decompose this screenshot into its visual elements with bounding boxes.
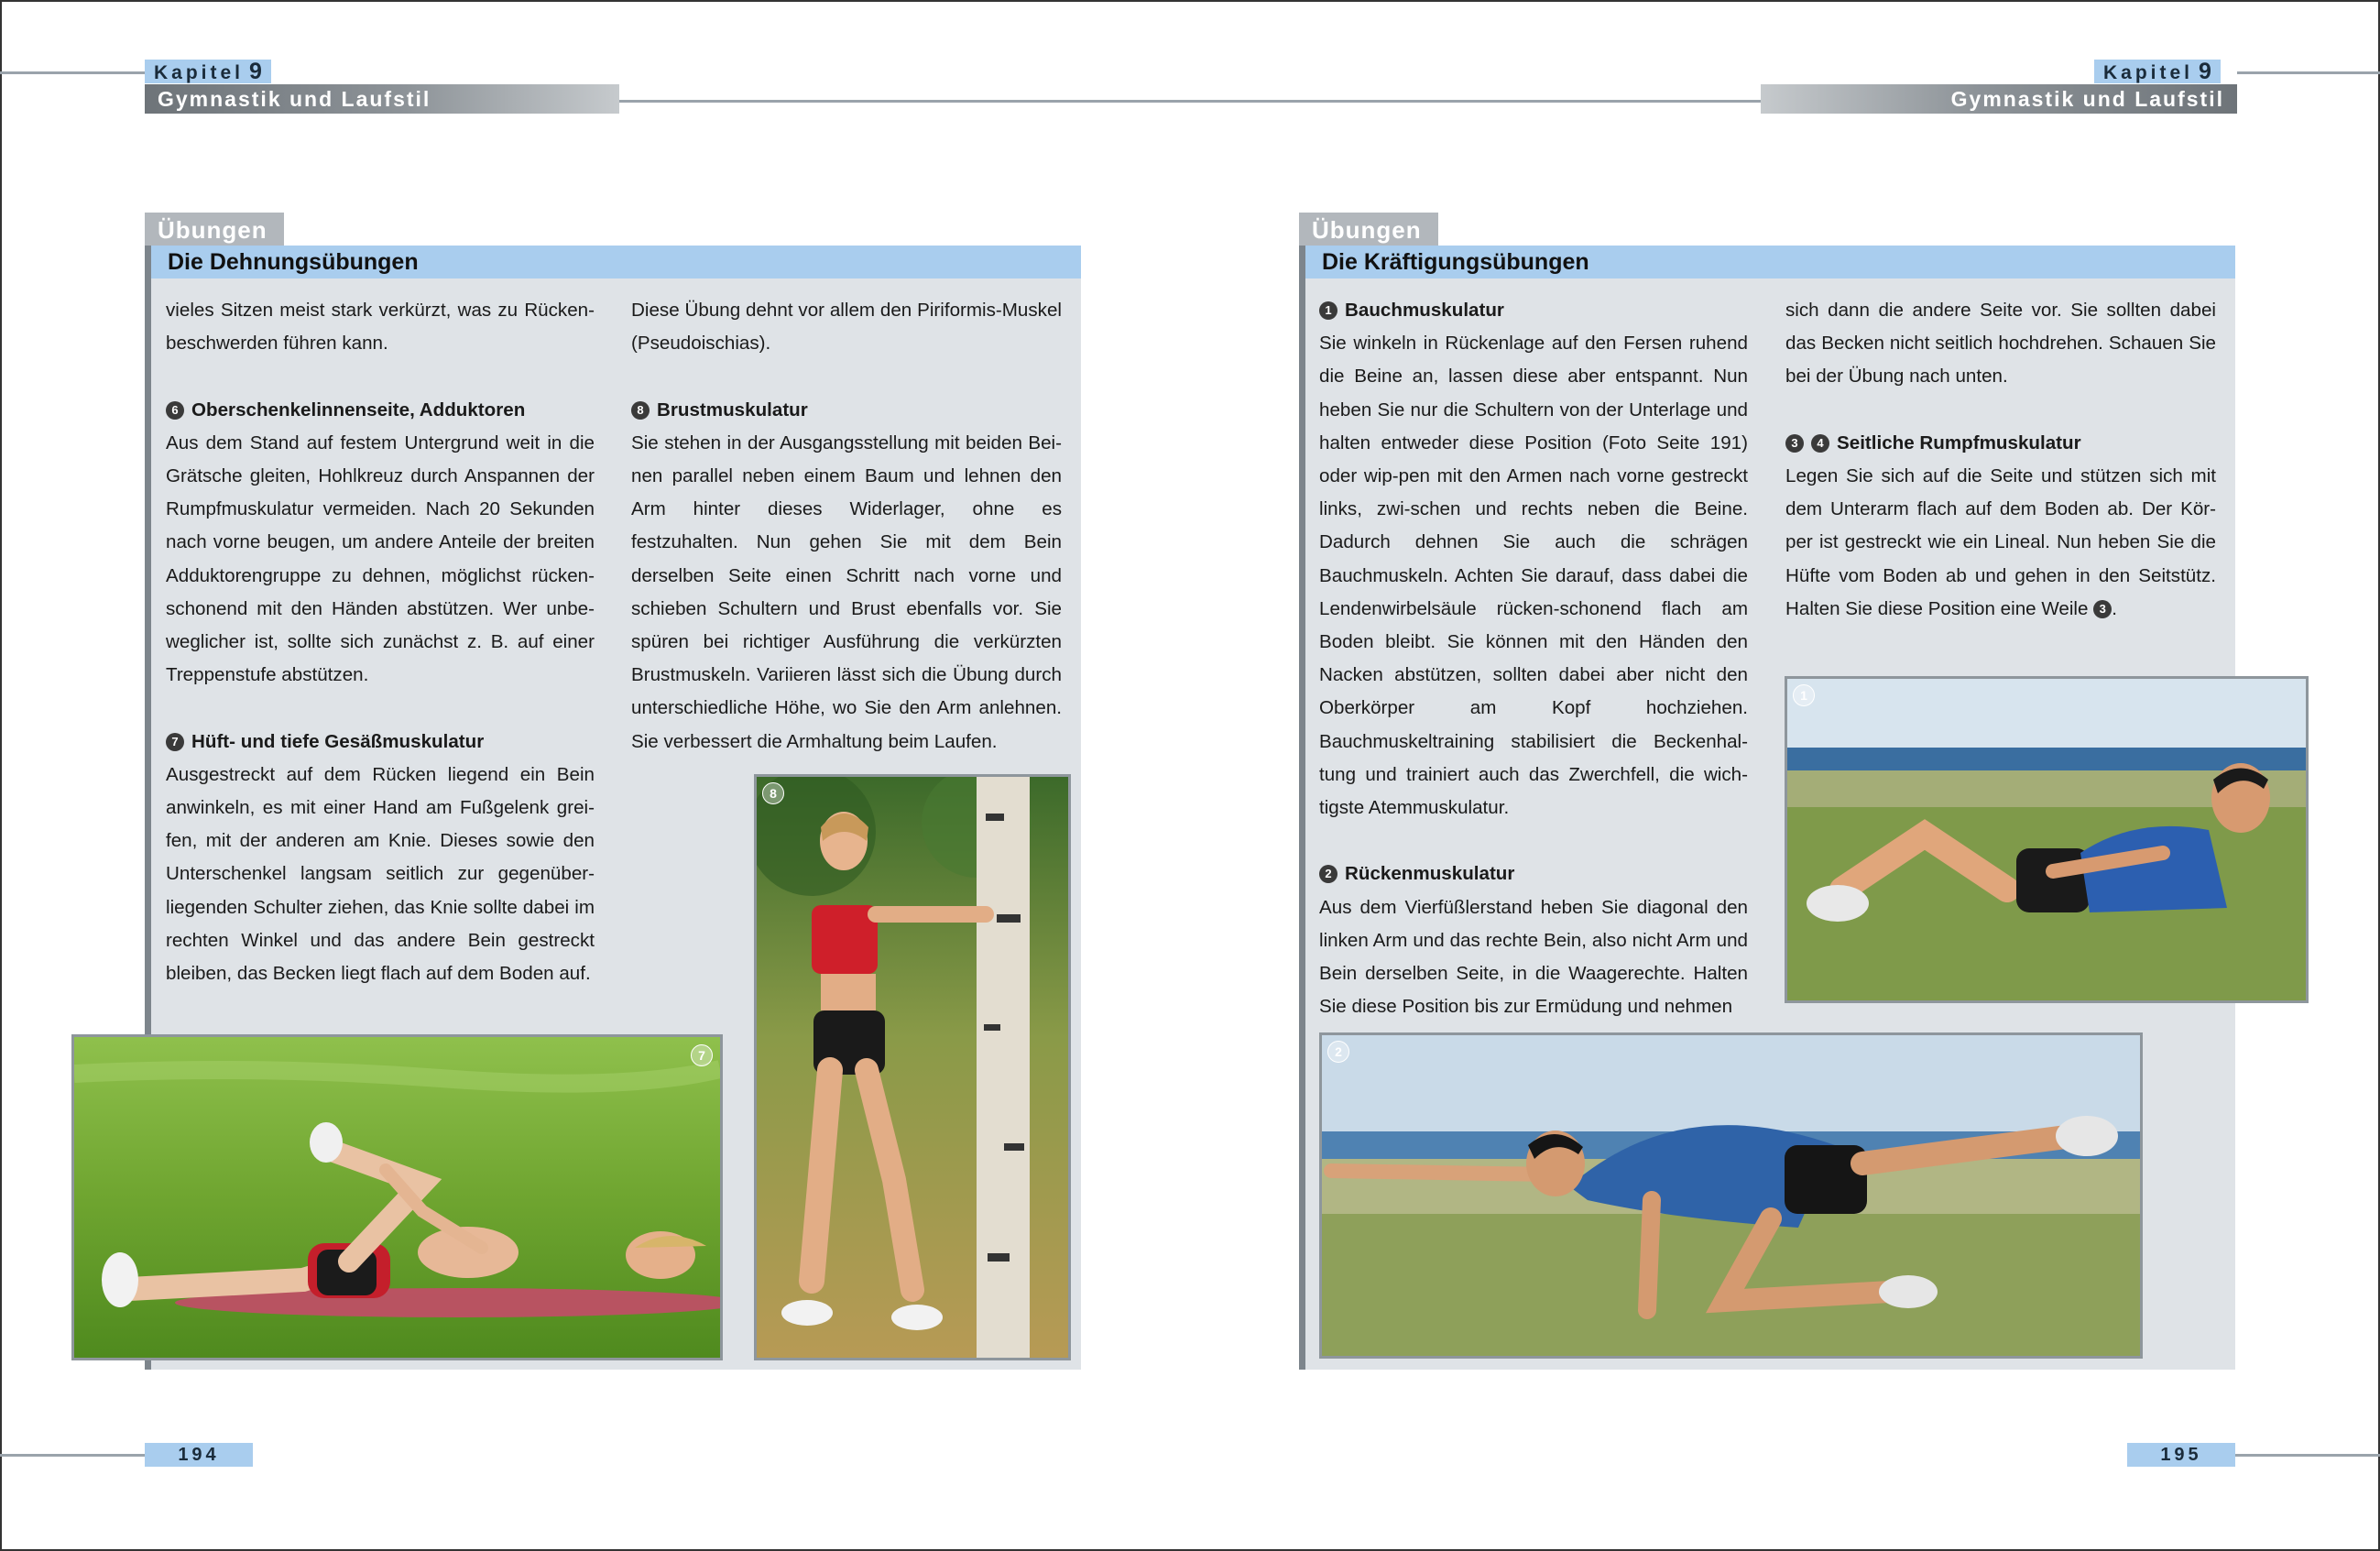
chapter-word: Kapitel [2103, 62, 2194, 83]
photo-abdominal-exercise [1785, 676, 2309, 1003]
page-number-left: 194 [145, 1443, 253, 1467]
number-badge: 4 [1811, 434, 1829, 453]
exercise-heading: 3 4 Seitliche Rumpfmuskulatur [1785, 427, 2216, 460]
page-number-right: 195 [2127, 1443, 2235, 1467]
paragraph: Aus dem Vierfüßlerstand heben Sie diagonal den linken Arm und das rechte Bein, also nicht Arm und Bein derselben Seite, in die Waagerechte. Halten Sie diese Position bis zur Ermüdung und nehmen [1319, 896, 1748, 1018]
section-tag-right: Übungen [1299, 213, 1438, 246]
chapter-number: 9 [2199, 59, 2211, 84]
number-badge: 1 [1319, 301, 1337, 320]
exercise-heading: 6 Oberschenkelinnenseite, Adduktoren [166, 394, 595, 427]
exercise-heading: 2 Rückenmuskulatur [1319, 857, 1748, 890]
number-badge: 8 [631, 401, 650, 420]
exercise-heading: 7 Hüft- und tiefe Gesäßmuskulatur [166, 726, 595, 759]
text-column-right-2 [1785, 294, 2216, 626]
section-title-right: Die Kräftigungsübungen [1305, 246, 2235, 279]
chapter-title-right: Gymnastik und Laufstil [1761, 84, 2237, 114]
paragraph: Sie winkeln in Rückenlage auf den Fersen ruhend die Beine an, lassen diese aber entspannt. Nun heben Sie nur die Schultern von der Unterlage und halten entweder diese Position (Foto Seite 191) oder wip-pen mit den Armen nach vorne gestreckt links, zwi-schen und rechts neben die Beine. Dadurch dehnen Sie auch die schrägen Bauchmuskeln. Achten Sie darauf, dass dabei die Lendenwirbelsäule rücken-schonend flach am Boden bleibt. Sie können mit den Händen den Nacken abstützen, sollten dabei aber nicht den Oberkörper am Kopf hochziehen. Bauchmuskeltraining stabilisiert die Beckenhal-tung und trainiert auch das Zwerchfell, die wich-tigste Atemmuskulatur. [1319, 333, 1748, 819]
chapter-title-left: Gymnastik und Laufstil [145, 84, 619, 114]
number-badge: 3 [1785, 434, 1804, 453]
header-rule-center [619, 100, 1761, 103]
footer-rule-right [2235, 1454, 2380, 1457]
section-tag-left: Übungen [145, 213, 284, 246]
photo-hip-stretch [71, 1034, 723, 1360]
photo-back-exercise [1319, 1032, 2143, 1359]
chapter-word: Kapitel [154, 62, 245, 83]
section-title-left: Die Dehnungsübungen [151, 246, 1081, 279]
paragraph: Legen Sie sich auf die Seite und stützen sich mit dem Unterarm flach auf dem Boden ab. Der Kör-per ist gestreckt wie ein Lineal. Nun heben Sie die Hüfte vom Boden ab und gehen in den Seitstütz. Halten Sie diese Position eine Weile 3 . [1785, 465, 2216, 619]
header-rule-left [0, 71, 147, 74]
exercise-heading: 8 Brustmuskulatur [631, 394, 1062, 427]
text-column-left-1 [166, 294, 595, 990]
section-bar-right [1299, 213, 1305, 1370]
text-column-left-2 [631, 294, 1062, 759]
paragraph: Sie stehen in der Ausgangsstellung mit beiden Bei-nen parallel neben einem Baum und lehnen den Arm hinter dieses Widerlager, ohne es festzuhalten. Nun gehen Sie mit dem Bein derselben Seite einen Schritt nach vorne und schieben Schultern und Brust ebenfalls vor. Sie spüren bei richtiger Ausführung die verkürzten Brustmuskeln. Variieren lässt sich die Übung durch unterschiedliche Höhe, wo Sie den Arm anlehnen. Sie verbessert die Armhaltung beim Laufen. [631, 431, 1062, 752]
footer-rule-left [0, 1454, 147, 1457]
photo-number: 1 [1793, 684, 1815, 706]
paragraph: Ausgestreckt auf dem Rücken liegend ein Bein anwinkeln, es mit einer Hand am Fußgelenk grei-fen, mit der anderen am Knie. Dieses sowie den Unterschenkel langsam seitlich zur gegenüber-liegenden Schulter ziehen, das Knie sollte dabei im rechten Winkel und das andere Bein gestreckt bleiben, das Becken liegt flach auf dem Boden auf. [166, 763, 595, 985]
chapter-label-left [145, 60, 271, 83]
exercise-heading: 1 Bauchmuskulatur [1319, 294, 1748, 327]
header-rule-right [2237, 71, 2380, 74]
photo-number: 7 [691, 1044, 713, 1066]
photo-number: 2 [1327, 1041, 1349, 1063]
number-badge: 3 [2093, 600, 2112, 618]
chapter-number: 9 [249, 59, 262, 84]
text-column-right-1 [1319, 294, 1748, 1023]
paragraph: Diese Übung dehnt vor allem den Piriformis-Muskel (Pseudoischias). [631, 300, 1062, 355]
paragraph: sich dann die andere Seite vor. Sie sollten dabei das Becken nicht seitlich hochdrehen. Schauen Sie bei der Übung nach unten. [1785, 300, 2216, 388]
number-badge: 7 [166, 733, 184, 751]
photo-number: 8 [762, 782, 784, 804]
chapter-label-right [2094, 60, 2221, 83]
number-badge: 2 [1319, 865, 1337, 883]
paragraph: Aus dem Stand auf festem Untergrund weit in die Grätsche gleiten, Hohlkreuz durch Anspannen der Rumpfmuskulatur vermeiden. Nach 20 Sekunden nach vorne beugen, um andere Anteile der breiten Adduktorengruppe zu dehnen, möglichst rücken-schonend mit den Händen abstützen. Wer unbe-weglicher ist, sollte sich zunächst z. B. auf einer Treppenstufe abstützen. [166, 431, 595, 686]
number-badge: 6 [166, 401, 184, 420]
paragraph: vieles Sitzen meist stark verkürzt, was zu Rücken-beschwerden führen kann. [166, 300, 595, 355]
photo-chest-stretch [754, 774, 1071, 1360]
